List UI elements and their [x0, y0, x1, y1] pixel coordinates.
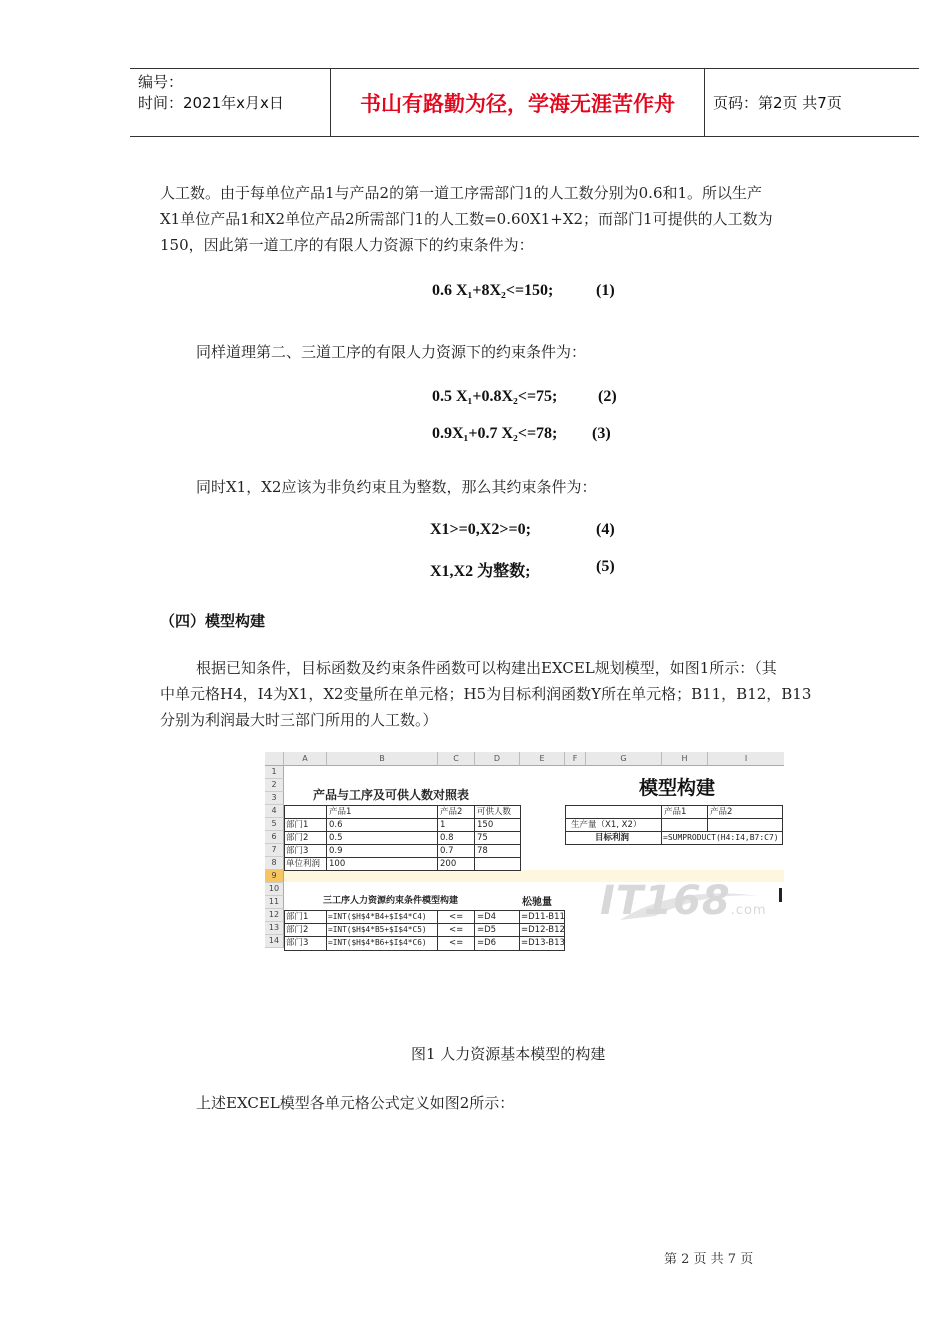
paragraph-line: 同样道理第二、三道工序的有限人力资源下的约束条件为：: [196, 343, 587, 361]
table1-cell: 0.5: [329, 833, 343, 843]
table2-ref: =D5: [477, 925, 497, 935]
table2-slack: =D11-B11: [521, 912, 565, 922]
row-header: 3: [265, 792, 284, 805]
model-header: 产品2: [710, 807, 733, 817]
formula-5: X1,X2 为整数;: [430, 563, 531, 580]
table1-row-label: 部门3: [286, 846, 309, 856]
grid-line: [437, 910, 438, 950]
row-header: 2: [265, 779, 284, 792]
table2-operator: <=: [449, 912, 464, 922]
row-header: 12: [265, 909, 284, 922]
row-header: 9: [265, 870, 284, 883]
grid-line: [707, 805, 708, 832]
formula-2-number: (2): [598, 388, 617, 405]
col-header: F: [565, 752, 586, 766]
model-row-label: 目标利润: [595, 833, 630, 843]
table1-cell: 0.7: [440, 846, 454, 856]
table1-cell: 1: [440, 820, 446, 830]
row-header: 8: [265, 857, 284, 870]
col-header: G: [586, 752, 662, 766]
grid-line: [661, 805, 662, 844]
time-label: 时间：2021年x月x日: [138, 94, 284, 112]
paragraph-line: 中单元格H4，I4为X1，X2变量所在单元格；H5为目标利润函数Y所在单元格；B11，B12，B13: [160, 685, 812, 703]
col-header: I: [708, 752, 784, 766]
table1-cell: 0.8: [440, 833, 454, 843]
table2-formula: =INT($H$4*B4+$I$4*C4): [328, 912, 427, 921]
col-header: A: [284, 752, 327, 766]
formula-4-number: (4): [596, 521, 615, 538]
row-header: 10: [265, 883, 284, 896]
table1-cell: 200: [440, 859, 457, 869]
figure-caption: 图1 人力资源基本模型的构建: [411, 1045, 606, 1063]
paragraph-line: 同时X1，X2应该为非负约束且为整数，那么其约束条件为：: [196, 478, 597, 496]
row-header: 5: [265, 818, 284, 831]
table2-slack: =D12-B12: [521, 925, 565, 935]
page-footer: 第 2 页 共 7 页: [664, 1252, 754, 1267]
col-header: H: [662, 752, 708, 766]
page-header: [130, 68, 919, 137]
table2-slack-header: 松驰量: [522, 897, 552, 908]
watermark-logo: IT168.com: [600, 878, 767, 924]
table1-header: 产品2: [440, 807, 463, 817]
table2-slack: =D13-B13: [521, 938, 565, 948]
paragraph-line: 分别为利润最大时三部门所用的人工数。）: [160, 711, 438, 729]
table2-title: 三工序人力资源约束条件模型构建: [323, 896, 459, 906]
paragraph-line: 150，因此第一道工序的有限人力资源下的约束条件为：: [160, 236, 534, 254]
header-motto: 书山有路勤为径，学海无涯苦作舟: [360, 91, 675, 116]
grid-line: [326, 805, 327, 870]
row-header: 1: [265, 766, 284, 779]
col-header: C: [438, 752, 475, 766]
paragraph-line: X1单位产品1和X2单位产品2所需部门1的人工数=0.60X1+X2；而部门1可提供的人工数为: [160, 210, 773, 228]
corner-cell: [265, 752, 284, 766]
table2-row-label: 部门1: [286, 912, 309, 922]
paragraph-line: 上述EXCEL模型各单元格公式定义如图2所示：: [196, 1094, 515, 1112]
table1-cell: 0.9: [329, 846, 343, 856]
grid-line: [326, 910, 327, 950]
table2-operator: <=: [449, 925, 464, 935]
table1-row-label: 部门2: [286, 833, 309, 843]
table1-row-label: 单位利润: [286, 859, 321, 869]
table1-header: 可供人数: [477, 807, 512, 817]
table2-formula: =INT($H$4*B6+$I$4*C6): [328, 938, 427, 947]
col-header: B: [327, 752, 438, 766]
col-header: E: [520, 752, 565, 766]
grid-line: [437, 805, 438, 870]
grid-line: [474, 805, 475, 870]
formula-2: 0.5 X₁+0.8X₂<=75;: [432, 388, 558, 405]
table1-header: 产品1: [329, 807, 352, 817]
formula-1: 0.6 X₁+8X₂<=150;: [432, 282, 554, 299]
number-label: 编号：: [138, 73, 184, 91]
row-header: 11: [265, 896, 284, 909]
row-header: 14: [265, 935, 284, 948]
formula-1-number: (1): [596, 282, 615, 299]
table2-row-label: 部门2: [286, 925, 309, 935]
cursor-mark: [779, 888, 782, 902]
paragraph-line: 根据已知条件，目标函数及约束条件函数可以构建出EXCEL规划模型，如图1所示：（其: [196, 659, 777, 677]
table1-cell: 75: [477, 833, 488, 843]
model-formula: =SUMPRODUCT(H4:I4,B7:C7): [663, 833, 779, 842]
table2-operator: <=: [449, 938, 464, 948]
formula-5-number: (5): [596, 558, 615, 575]
row-header: 6: [265, 831, 284, 844]
header-page-info: 页码：第2页 共7页: [713, 94, 842, 112]
row-header: 4: [265, 805, 284, 818]
table1-cell: 150: [477, 820, 494, 830]
table2-formula: =INT($H$4*B5+$I$4*C5): [328, 925, 427, 934]
table2-ref: =D6: [477, 938, 497, 948]
formula-3: 0.9X₁+0.7 X₂<=78;: [432, 425, 558, 442]
model-title: 模型构建: [639, 777, 716, 799]
formula-4: X1>=0,X2>=0;: [430, 521, 531, 538]
grid-line: [474, 910, 475, 950]
table1-row-label: 部门1: [286, 820, 309, 830]
table1-cell: 0.6: [329, 820, 343, 830]
section-title: （四）模型构建: [160, 612, 266, 630]
table2-ref: =D4: [477, 912, 497, 922]
table2-row-label: 部门3: [286, 938, 309, 948]
paragraph-line: 人工数。由于每单位产品1与产品2的第一道工序需部门1的人工数分别为0.6和1。所以生产: [160, 184, 763, 202]
col-header: D: [475, 752, 520, 766]
model-header: 产品1: [664, 807, 687, 817]
table1-title: 产品与工序及可供人数对照表: [313, 788, 470, 802]
row-header: 7: [265, 844, 284, 857]
grid-line: [519, 910, 520, 950]
excel-model-figure: [265, 752, 784, 974]
model-row-label: 生产量（X1, X2）: [571, 820, 642, 830]
table1-cell: 100: [329, 859, 346, 869]
table1-cell: 78: [477, 846, 488, 856]
formula-3-number: (3): [592, 425, 611, 442]
row-header: 13: [265, 922, 284, 935]
header-meta: [130, 69, 330, 136]
header-divider: [704, 69, 705, 136]
